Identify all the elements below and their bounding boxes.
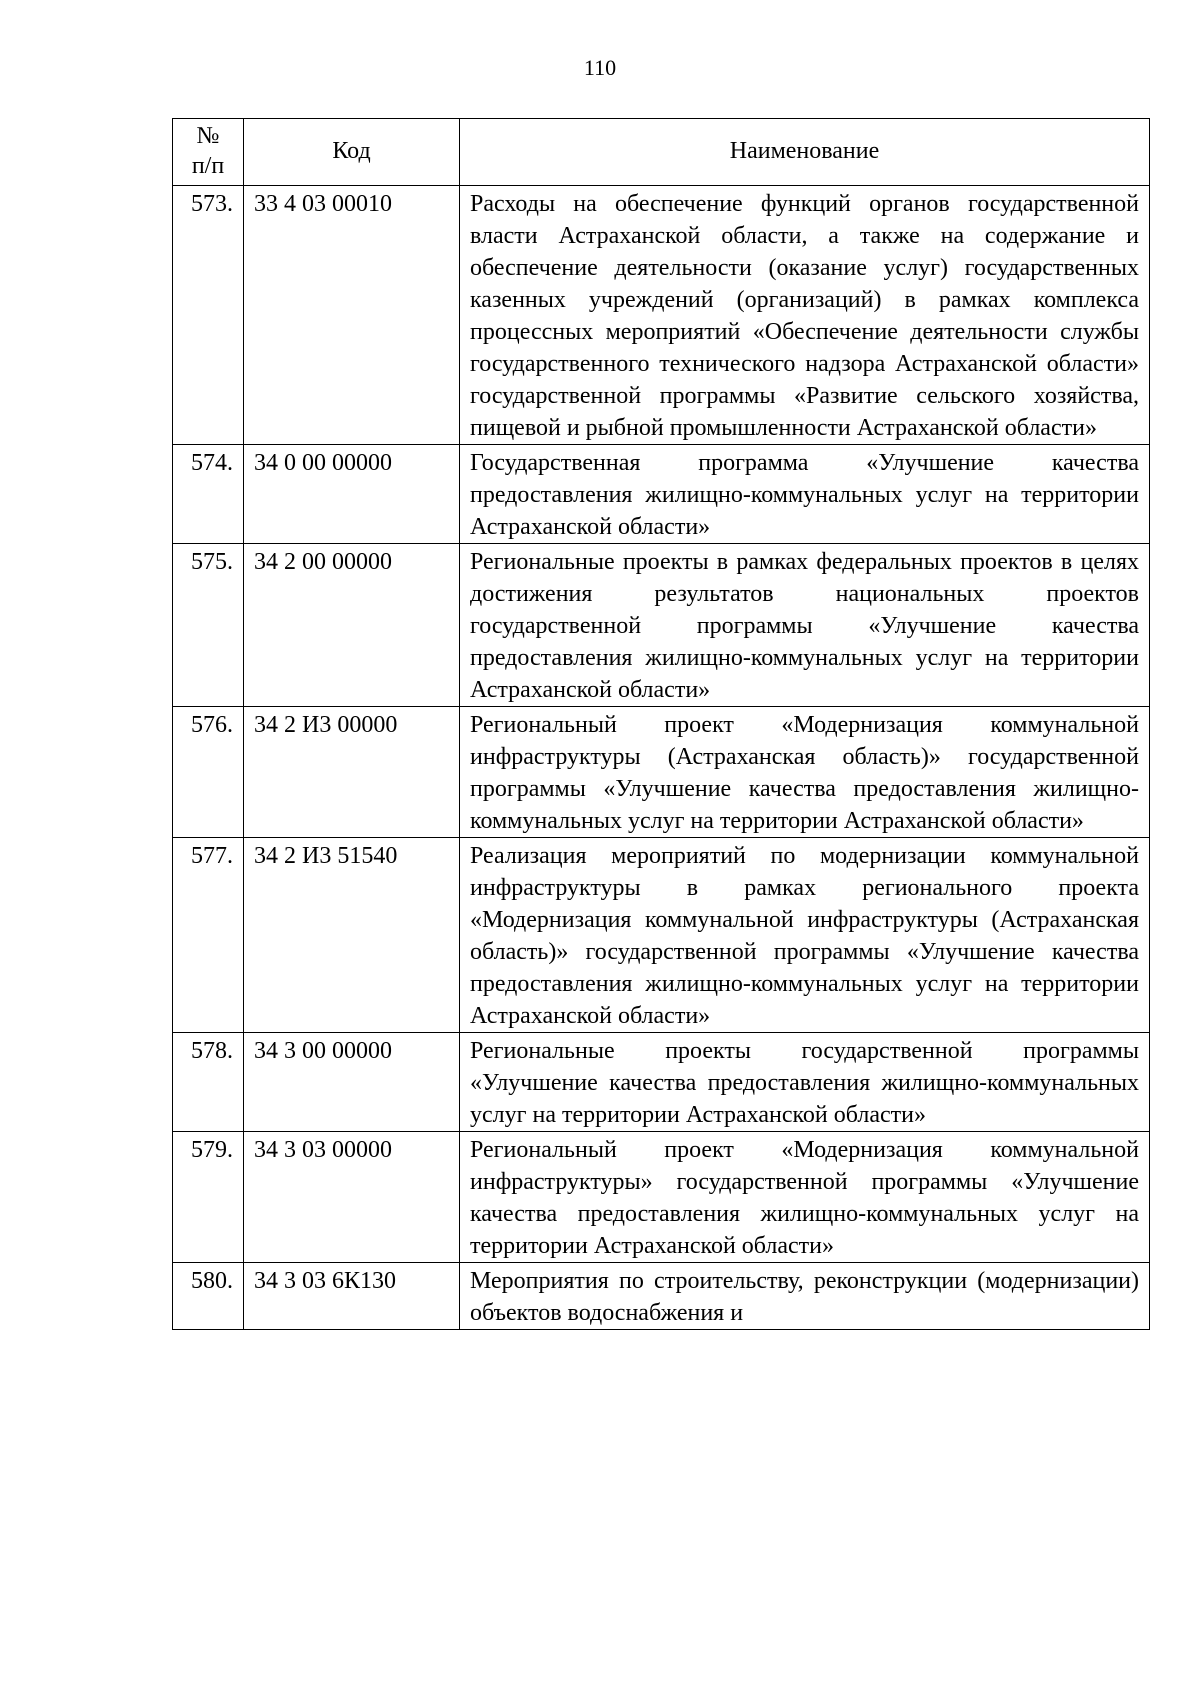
row-code: 34 2 И3 51540 bbox=[244, 838, 460, 1033]
header-name: Наименование bbox=[460, 119, 1150, 186]
table-row bbox=[173, 707, 1150, 838]
row-number: 580. bbox=[173, 1263, 244, 1330]
table-row bbox=[173, 186, 1150, 445]
table-row bbox=[173, 1263, 1150, 1330]
row-number: 577. bbox=[173, 838, 244, 1033]
row-name: Региональные проекты в рамках федеральных проектов в целях достижения результатов национальных проектов государственной программы «Улучшение качества предоставления жилищно-коммунальных услуг на территории Астраханской области» bbox=[460, 544, 1150, 707]
table-row bbox=[173, 1132, 1150, 1263]
row-name: Региональный проект «Модернизация коммунальной инфраструктуры» государственной программы «Улучшение качества предоставления жилищно-коммунальных услуг на территории Астраханской области» bbox=[460, 1132, 1150, 1263]
header-number bbox=[173, 119, 244, 186]
row-code: 34 3 00 00000 bbox=[244, 1033, 460, 1132]
row-number: 579. bbox=[173, 1132, 244, 1263]
row-code: 33 4 03 00010 bbox=[244, 186, 460, 445]
row-number: 574. bbox=[173, 445, 244, 544]
row-code: 34 2 00 00000 bbox=[244, 544, 460, 707]
row-name: Государственная программа «Улучшение качества предоставления жилищно-коммунальных услуг на территории Астраханской области» bbox=[460, 445, 1150, 544]
row-name: Расходы на обеспечение функций органов государственной власти Астраханской области, а также на содержание и обеспечение деятельности (оказание услуг) государственных казенных учреждений (организаций) в рамках комплекса процессных мероприятий «Обеспечение деятельности службы государственного технического надзора Астраханской области» государственной программы «Развитие сельского хозяйства, пищевой и рыбной промышленности Астраханской области» bbox=[460, 186, 1150, 445]
row-name: Реализация мероприятий по модернизации коммунальной инфраструктуры в рамках регионального проекта «Модернизация коммунальной инфраструктуры (Астраханская область)» государственной программы «Улучшение качества предоставления жилищно-коммунальных услуг на территории Астраханской области» bbox=[460, 838, 1150, 1033]
row-name: Мероприятия по строительству, реконструкции (модернизации) объектов водоснабжения и bbox=[460, 1263, 1150, 1330]
row-number: 578. bbox=[173, 1033, 244, 1132]
row-name: Региональный проект «Модернизация коммунальной инфраструктуры (Астраханская область)» государственной программы «Улучшение качества предоставления жилищно-коммунальных услуг на территории Астраханской области» bbox=[460, 707, 1150, 838]
header-number-sign: № bbox=[196, 123, 220, 149]
row-name: Региональные проекты государственной программы «Улучшение качества предоставления жилищно-коммунальных услуг на территории Астраханской области» bbox=[460, 1033, 1150, 1132]
row-number: 573. bbox=[173, 186, 244, 445]
table-row bbox=[173, 445, 1150, 544]
table-row bbox=[173, 838, 1150, 1033]
budget-code-table bbox=[172, 118, 1150, 1330]
row-code: 34 3 03 6К130 bbox=[244, 1263, 460, 1330]
header-code: Код bbox=[244, 119, 460, 186]
row-code: 34 0 00 00000 bbox=[244, 445, 460, 544]
table-header-row bbox=[173, 119, 1150, 186]
row-number: 575. bbox=[173, 544, 244, 707]
row-number: 576. bbox=[173, 707, 244, 838]
page-number: 110 bbox=[583, 55, 617, 80]
row-code: 34 3 03 00000 bbox=[244, 1132, 460, 1263]
header-number-abbrev: п/п bbox=[191, 153, 225, 179]
table-row bbox=[173, 544, 1150, 707]
row-code: 34 2 И3 00000 bbox=[244, 707, 460, 838]
table-row bbox=[173, 1033, 1150, 1132]
